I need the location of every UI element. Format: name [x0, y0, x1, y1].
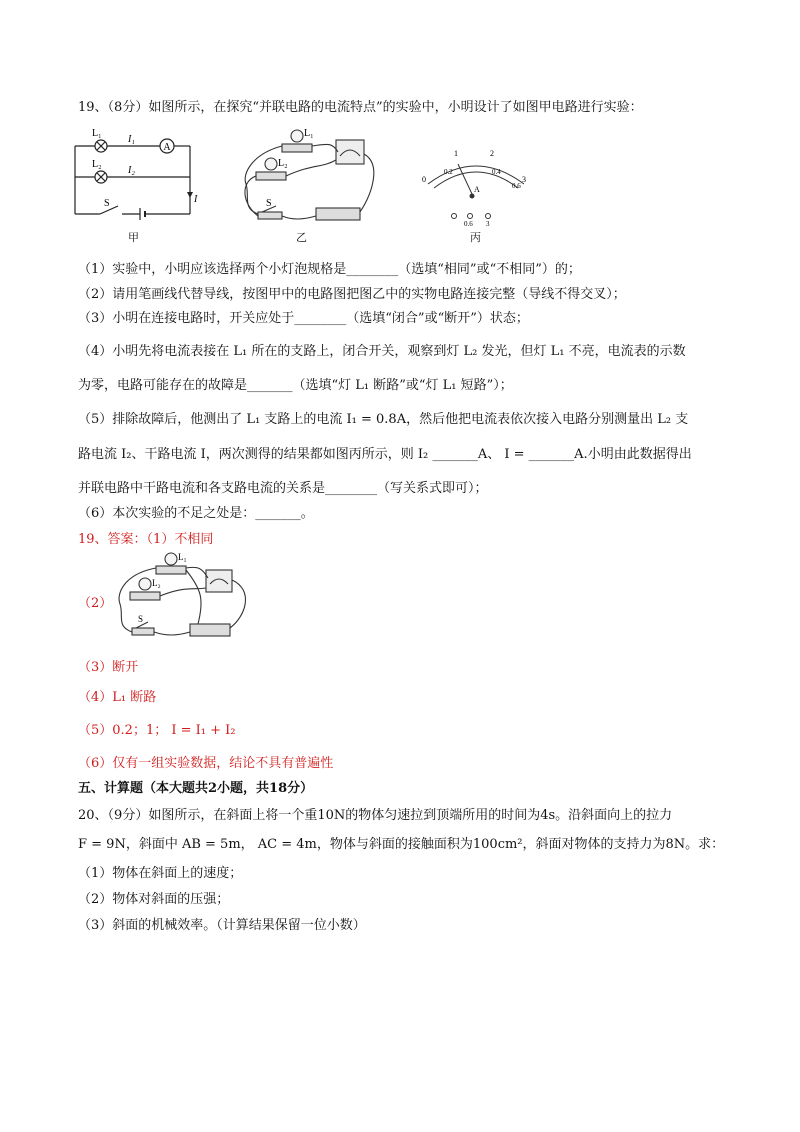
- label-s-jia: S: [104, 198, 110, 209]
- dial-tick-2: 2: [490, 149, 494, 158]
- answer-3: （3）断开: [78, 660, 139, 675]
- label-i1: I₁: [128, 134, 135, 145]
- answer-circuit-figure: [108, 550, 256, 646]
- q20-part-3: （3）斜面的机械效率。（计算结果保留一位小数）: [78, 918, 366, 933]
- ammeter-dial-bing: [416, 144, 536, 228]
- q19-stem: 19、（8分）如图所示，在探究“并联电路的电流特点”的实验中，小明设计了如图甲电路进行实验：: [78, 100, 643, 115]
- q19-part-2: （2）请用笔画线代替导线，按图甲中的电路图把图乙中的实物电路连接完整（导线不得交叉）；: [78, 287, 626, 302]
- answer-label-l1: L₁: [178, 552, 187, 562]
- dial-tick-1: 1: [454, 149, 458, 158]
- answer-4: （4）L₁ 断路: [78, 690, 157, 705]
- q20-part-1: （1）物体在斜面上的速度；: [78, 866, 243, 881]
- label-i: I: [194, 194, 198, 205]
- q19-part-5c: 并联电路中干路电流和各支路电流的关系是________（写关系式即可）；: [78, 481, 488, 496]
- answer-label-s: S: [138, 614, 144, 624]
- q20-line-2: F = 9N，斜面中 AB = 5m， AC = 4m，物体与斜面的接触面积为100cm²，斜面对物体的支持力为8N。求：: [78, 837, 725, 852]
- q19-part-5b: 路电流 I₂、干路电流 I，两次测得的结果都如图丙所示，则 I₂ _______A、 I = _______A.小明由此数据得出: [78, 447, 692, 462]
- terminal-3: 3: [486, 220, 490, 228]
- caption-bing: 丙: [470, 231, 481, 244]
- label-l1-yi: L₁: [304, 128, 314, 139]
- dial-unit-a: A: [474, 185, 480, 194]
- q19-part-6: （6）本次实验的不足之处是：_______。: [78, 506, 314, 521]
- label-s-yi: S: [266, 198, 272, 209]
- q19-part-3: （3）小明在连接电路时，开关应处于________（选填“闭合”或“断开”）状态；: [78, 311, 529, 326]
- answer-5: （5）0.2；1； I = I₁ + I₂: [78, 723, 236, 738]
- answer-6: （6）仅有一组实验数据，结论不具有普遍性: [78, 756, 334, 771]
- caption-jia: 甲: [128, 231, 139, 244]
- dial-tick-0: 0: [422, 175, 426, 184]
- physical-circuit-yi: [232, 124, 382, 228]
- dial-tick-0.2: 0.2: [444, 168, 453, 176]
- caption-yi: 乙: [296, 231, 307, 244]
- answer-1: 19、答案：（1）不相同: [78, 532, 214, 547]
- ammeter-symbol-label: A: [163, 142, 171, 153]
- q19-part-5a: （5）排除故障后，他测出了 L₁ 支路上的电流 I₁ = 0.8A，然后他把电流表依次接入电路分别测量出 L₂ 支: [78, 412, 689, 427]
- label-l1-jia: L₁: [92, 128, 102, 139]
- section-5-heading: 五、计算题（本大题共2小题，共18分）: [78, 781, 314, 796]
- terminal-0.6: 0.6: [464, 220, 473, 228]
- q20-part-2: （2）物体对斜面的压强；: [78, 892, 230, 907]
- q19-part-4b: 为零，电路可能存在的故障是_______（选填“灯 L₁ 断路”或“灯 L₁ 短路”）；: [78, 378, 513, 393]
- answer-label-l2: L₂: [152, 578, 161, 588]
- q19-part-4a: （4）小明先将电流表接在 L₁ 所在的支路上，闭合开关，观察到灯 L₂ 发光，但灯 L₁ 不亮，电流表的示数: [78, 344, 686, 359]
- q19-part-1: （1）实验中，小明应该选择两个小灯泡规格是________（选填“相同”或“不相同”）的；: [78, 262, 581, 277]
- label-i2: I₂: [128, 165, 135, 176]
- q20-line-1: 20、（9分）如图所示，在斜面上将一个重10N的物体匀速拉到顶端所用的时间为4s。沿斜面向上的拉力: [78, 808, 673, 823]
- answer-2-label: （2）: [78, 596, 113, 611]
- dial-tick-0.4: 0.4: [492, 168, 501, 176]
- circuit-diagram-jia: [70, 124, 210, 224]
- dial-tick-0.6: 0.6: [512, 182, 521, 190]
- label-l2-jia: L₂: [92, 159, 102, 170]
- dial-tick-3: 3: [522, 175, 526, 184]
- label-l2-yi: L₂: [278, 158, 288, 169]
